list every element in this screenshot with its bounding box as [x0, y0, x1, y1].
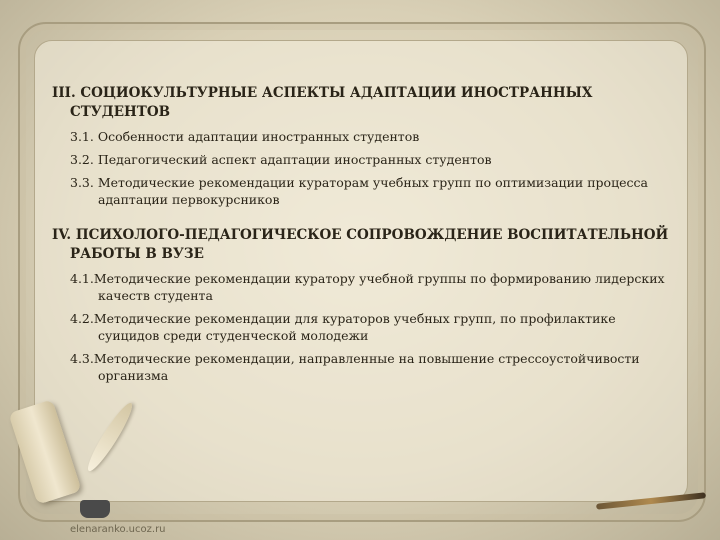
list-item: 3.2. Педагогический аспект адаптации иностранных студентов [70, 152, 492, 167]
section-title-3: III. СОЦИОКУЛЬТУРНЫЕ АСПЕКТЫ АДАПТАЦИИ ИНОСТРАННЫХ СТУДЕНТОВ [52, 85, 593, 120]
watermark: elenaranko.ucoz.ru [70, 524, 166, 535]
list-item: 4.1.Методические рекомендации куратору учебной группы по формированию лидерских качеств студента [70, 271, 665, 303]
inkwell-icon [80, 500, 110, 518]
section-title-4: IV. ПСИХОЛОГО-ПЕДАГОГИЧЕСКОЕ СОПРОВОЖДЕНИЕ ВОСПИТАТЕЛЬНОЙ РАБОТЫ В ВУЗЕ [52, 227, 669, 262]
list-item: 4.2.Методические рекомендации для кураторов учебных групп, по профилактике суицидов среди студенческой молодежи [70, 311, 616, 343]
list-item: 3.3. Методические рекомендации кураторам учебных групп по оптимизации процесса адаптации первокурсников [70, 175, 648, 207]
slide-content [52, 84, 672, 390]
list-item: 4.3.Методические рекомендации, направленные на повышение стрессоустойчивости организма [70, 351, 640, 383]
list-item: 3.1. Особенности адаптации иностранных студентов [70, 129, 420, 144]
